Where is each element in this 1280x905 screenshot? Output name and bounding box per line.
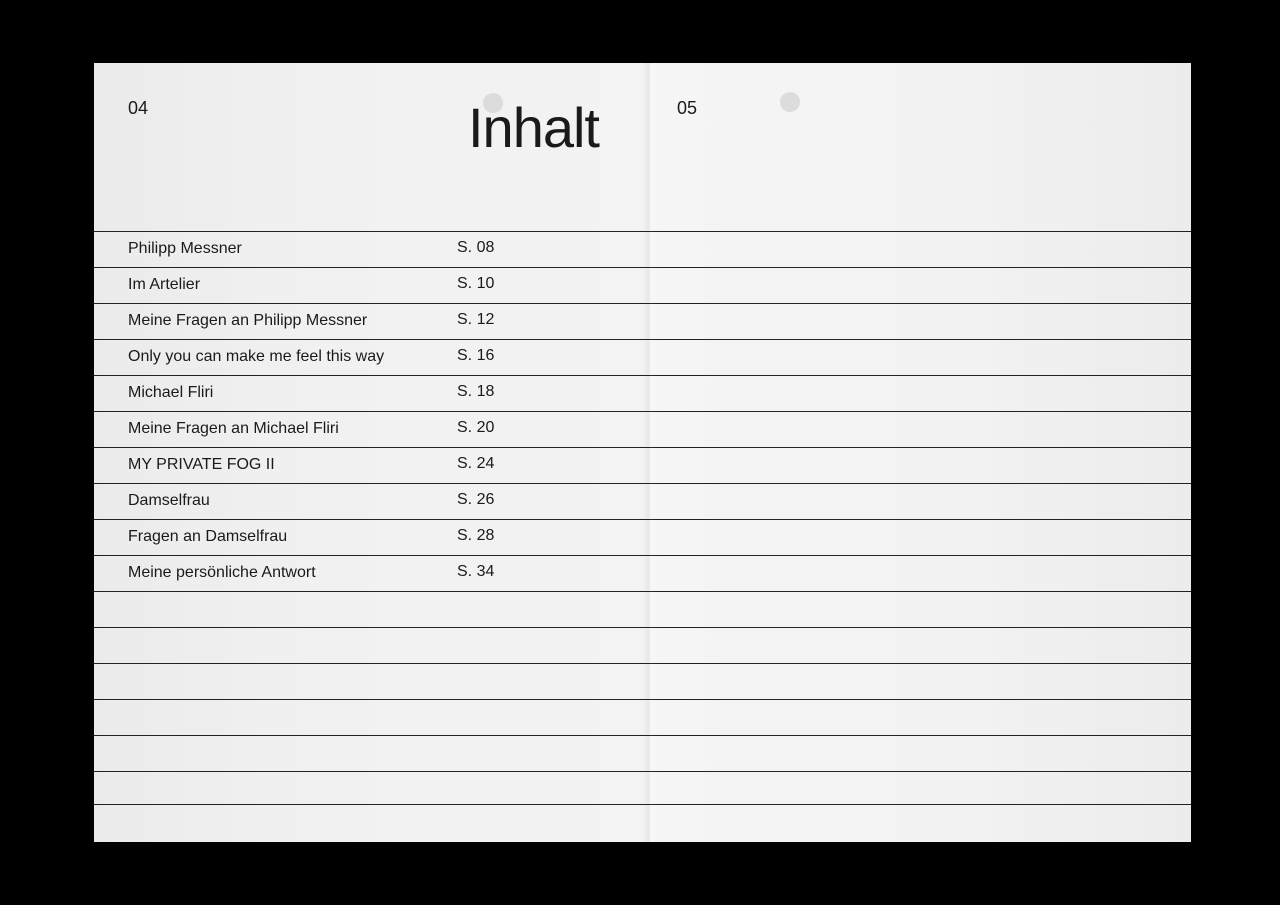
toc-entry-page: S. 10 [457,275,495,292]
toc-entry-title: Meine Fragen an Philipp Messner [128,312,368,329]
rule-line [94,591,1191,592]
toc-entry-page: S. 12 [457,311,495,328]
toc-entry-title: Meine Fragen an Michael Fliri [128,420,339,437]
toc-entry-page: S. 16 [457,347,495,364]
toc-entry[interactable] [94,230,1191,266]
rule-line [94,735,1191,736]
table-of-contents [94,230,1191,590]
toc-entry[interactable] [94,410,1191,446]
page-number-left: 04 [128,98,149,118]
toc-entry[interactable] [94,482,1191,518]
rule-line [94,804,1191,805]
rule-line [94,771,1191,772]
booklet-spread [94,63,1191,842]
toc-entry-page: S. 28 [457,527,495,544]
rule-line [94,663,1191,664]
toc-entry[interactable] [94,554,1191,590]
toc-entry[interactable] [94,446,1191,482]
toc-entry-page: S. 34 [457,563,495,580]
toc-entry-title: MY PRIVATE FOG II [128,456,275,473]
toc-entry-page: S. 20 [457,419,495,436]
toc-entry[interactable] [94,338,1191,374]
page-number-right: 05 [677,98,698,118]
toc-entry-title: Only you can make me feel this way [128,348,385,365]
toc-entry-title: Im Artelier [128,276,201,293]
toc-entry[interactable] [94,518,1191,554]
toc-entry[interactable] [94,266,1191,302]
page-title: Inhalt [468,96,599,159]
rule-line [94,699,1191,700]
toc-entry-page: S. 24 [457,455,495,472]
toc-entry-title: Meine persönliche Antwort [128,564,316,581]
toc-entry-title: Damselfrau [128,492,210,509]
toc-entry-title: Fragen an Damselfrau [128,528,288,545]
toc-entry[interactable] [94,302,1191,338]
rule-line [94,627,1191,628]
toc-entry-title: Michael Fliri [128,384,214,401]
toc-entry-page: S. 26 [457,491,495,508]
toc-entry-page: S. 18 [457,383,495,400]
toc-entry-title: Philipp Messner [128,240,242,257]
toc-entry[interactable] [94,374,1191,410]
toc-entry-page: S. 08 [457,239,495,256]
